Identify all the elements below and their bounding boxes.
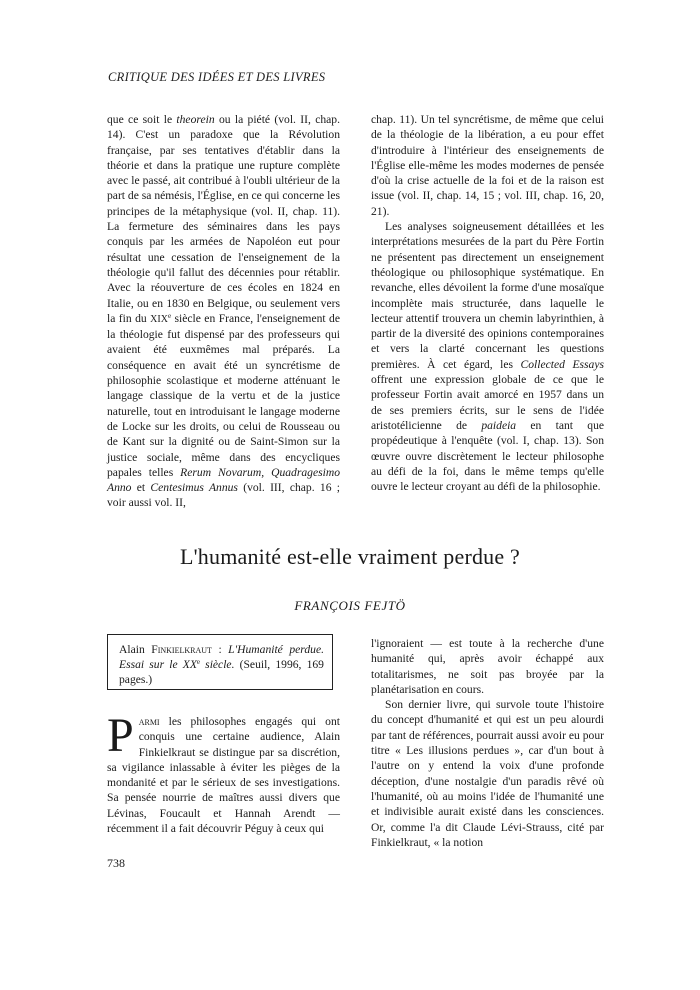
paragraph: l'ignoraient — est toute à la recherche d'une humanité qui, après avoir échappé aux totalitarismes, ne soit pas broyée par la planétarisation en cours. xyxy=(371,637,604,696)
right-column-bottom xyxy=(371,636,604,850)
review-reference-box: Alain Finkielkraut : L'Humanité perdue. Essai sur le XXe siècle. (Seuil, 1996, 169 pages.) xyxy=(107,634,333,690)
running-head: CRITIQUE DES IDÉES ET DES LIVRES xyxy=(108,70,326,84)
paragraph: Son dernier livre, qui survole toute l'histoire du concept d'humanité et qui est un peu alourdi par tant de références, pourrait aussi avoir eu pour titre « Les illusions perdues », car d'un bout à l'autre on y entend la voix d'une profonde déception, d'une nostalgie d'un paradis rêvé où l'humanité, où au moins l'idée de l'humanité une et indivisible aurait existé dans les consciences. Or, comme l'a dit Claude Lévi-Strauss, cité par Finkielkraut, « la notion xyxy=(371,698,604,849)
article-author: FRANÇOIS FEJTÖ xyxy=(294,598,406,613)
paragraph: Parmi les philosophes engagés qui ont conquis une certaine audience, Alain Finkielkraut se distingue par sa discrétion, sa vigilance inlassable à éviter les pièges de la mondanité et par le sérieux de ses investigations. Sa pensée nourrie de maîtres aussi divers que Lévinas, Foucault et Hannah Arendt — récemment il a fait découvrir Péguy à ceux qui xyxy=(107,709,340,836)
left-column-bottom xyxy=(107,709,340,836)
right-column-top xyxy=(371,112,604,494)
paragraph: Les analyses soigneusement détaillées et les interprétations mesurées de la part du Père Fortin ne présentent pas directement un enseignement théologique ou philosophique systématique. En revanche, elles dévoilent la forme d'une mosaïque incomplète mais structurée, dans laquelle le lecteur attentif trouvera un chemin labyrinthien, à partir de la diversité des opinions contemporaines et vers la clarté concernant les questions premières. À cet égard, les Collected Essays offrent une expression globale de ce que le professeur Fortin avait amorcé en 1957 dans un de ses premiers écrits, sur le sens de l'idée aristotélicienne de paideia en tant que propédeutique à l'enquête (vol. I, chap. 13). Son œuvre ouvre discrètement le lecteur philosophe au défi de la foi, dans le même temps qu'elle ouvre le lecteur croyant au défi de la philosophie. xyxy=(371,220,605,494)
page-number: 738 xyxy=(107,856,125,870)
left-column-top xyxy=(107,112,340,511)
article-title: L'humanité est-elle vraiment perdue ? xyxy=(180,544,520,569)
drop-cap: P xyxy=(107,709,134,762)
paragraph: chap. 11). Un tel syncrétisme, de même que celui de la théologie de la libération, a eu pour effet d'introduire à l'intérieur des enseignements de l'Église elle-même les modes modernes de pensée d'où la crise actuelle de la foi et de la raison est issue (vol. II, chap. 14, 15 ; vol. III, chap. 16, 20, 21). xyxy=(371,113,604,218)
paragraph: que ce soit le theorein ou la piété (vol. II, chap. 14). C'est un paradoxe que la Révolution française, par ses tentatives d'établir dans la théorie et dans la pratique une rupture complète avec le passé, ait contribué à l'oubli ultérieur de la part de sa némésis, l'Église, en ce qui concerne les principes de la métaphysique (vol. II, chap. 11). La fermeture des séminaires dans les pays conquis par les armées de Napoléon eut pour résultat une cessation de l'enseignement de la théologie qu'il fallut des décennies pour rétablir. Avec la réouverture de ces écoles en 1824 en Italie, ou en 1830 en Belgique, ou seulement vers la fin du XIXe siècle en France, l'enseignement de la théologie fut dispensé par des professeurs qui avaient été euxmêmes mal préparés. La conséquence en avait été un syncrétisme de philosophie scolastique et moderne atténuant le langage classique de la vertu et de la justice naturelle, tout en introduisant le langage moderne de Locke sur les droits, ou celui de Rousseau ou de Kant sur la dignité ou de Saint-Simon sur la justice sociale, même dans des encycliques papales telles Rerum Novarum, Quadragesimo Anno et Centesimus Annus (vol. III, chap. 16 ; voir aussi vol. II, xyxy=(107,113,340,510)
